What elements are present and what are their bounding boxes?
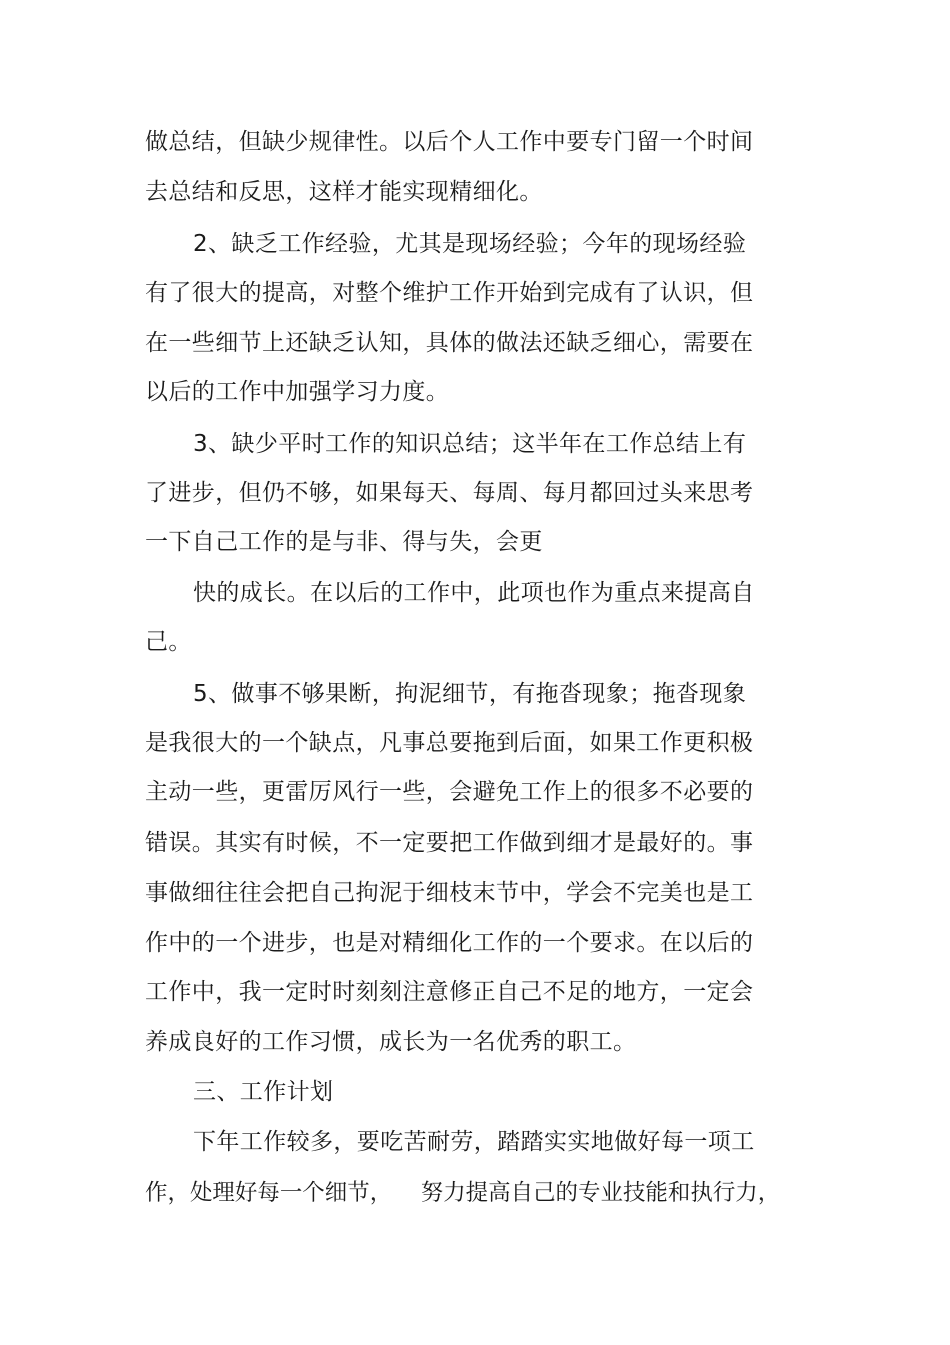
text-line: 是我很大的一个缺点，凡事总要拖到后面，如果工作更积极 bbox=[145, 730, 754, 756]
text-line: 了进步，但仍不够，如果每天、每周、每月都回过头来思考 bbox=[145, 480, 754, 506]
text-line: 3、缺少平时工作的知识总结；这半年在工作总结上有 bbox=[193, 431, 747, 457]
text-line: 事做细往往会把自己拘泥于细枝末节中，学会不完美也是工 bbox=[145, 880, 754, 906]
text-line: 错误。其实有时候，不一定要把工作做到细才是最好的。事 bbox=[145, 830, 754, 856]
text-line: 2、缺乏工作经验，尤其是现场经验；今年的现场经验 bbox=[193, 231, 747, 257]
text-line: 有了很大的提高，对整个维护工作开始到完成有了认识，但 bbox=[145, 280, 754, 306]
text-line: 作，处理好每一个细节， 努力提高自己的专业技能和执行力， bbox=[145, 1180, 781, 1206]
text-line: 以后的工作中加强学习力度。 bbox=[145, 379, 450, 405]
text-line: 工作中，我一定时时刻刻注意修正自己不足的地方，一定会 bbox=[145, 979, 754, 1005]
text-line: 5、做事不够果断，拘泥细节，有拖沓现象；拖沓现象 bbox=[193, 681, 747, 707]
text-line: 下年工作较多，要吃苦耐劳，踏踏实实地做好每一项工 bbox=[193, 1129, 755, 1155]
text-line: 作中的一个进步，也是对精细化工作的一个要求。在以后的 bbox=[145, 930, 754, 956]
text-line: 做总结，但缺少规律性。以后个人工作中要专门留一个时间 bbox=[145, 129, 754, 155]
text-line: 快的成长。在以后的工作中，此项也作为重点来提高自 bbox=[193, 580, 755, 606]
text-line: 在一些细节上还缺乏认知，具体的做法还缺乏细心，需要在 bbox=[145, 330, 754, 356]
text-line: 去总结和反思，这样才能实现精细化。 bbox=[145, 179, 543, 205]
text-line: 己。 bbox=[145, 629, 192, 655]
text-line: 养成良好的工作习惯，成长为一名优秀的职工。 bbox=[145, 1029, 637, 1055]
section-heading: 三、工作计划 bbox=[193, 1079, 334, 1105]
text-line: 主动一些，更雷厉风行一些，会避免工作上的很多不必要的 bbox=[145, 779, 754, 805]
text-line: 一下自己工作的是与非、得与失，会更 bbox=[145, 529, 543, 555]
